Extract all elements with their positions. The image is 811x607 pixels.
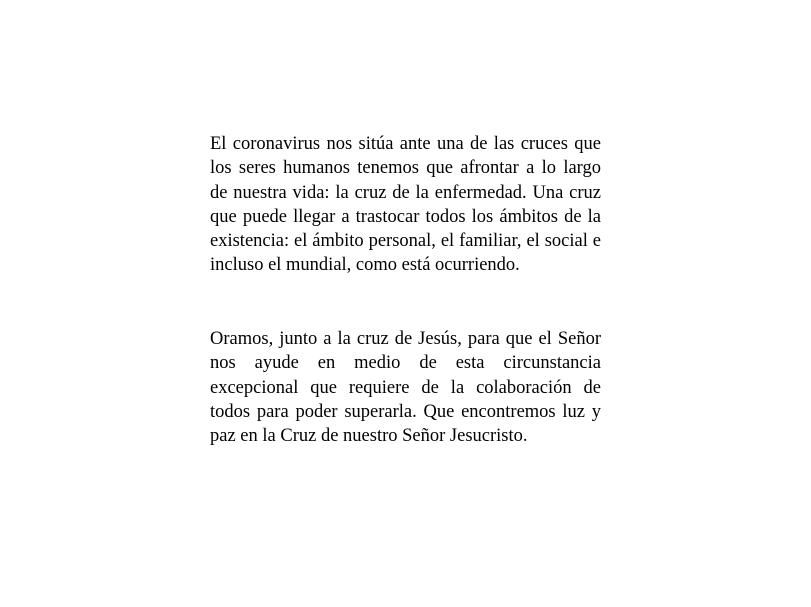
- paragraph-coronavirus-cross: El coronavirus nos sitúa ante una de las cruces que los seres humanos tenemos que afrontar a lo largo de nuestra vida: la cruz de la enfermedad. Una cruz que puede llegar a trastocar todos los ámbitos de la existencia: el ámbito personal, el familiar, el social e incluso el mundial, como está ocurriendo.: [210, 134, 601, 276]
- paragraph-prayer: Oramos, junto a la cruz de Jesús, para que el Señor nos ayude en medio de esta circunstancia excepcional que requiere de la colaboración de todos para poder superarla. Que encontremos luz y paz en la Cruz de nuestro Señor Jesucristo.: [210, 329, 601, 447]
